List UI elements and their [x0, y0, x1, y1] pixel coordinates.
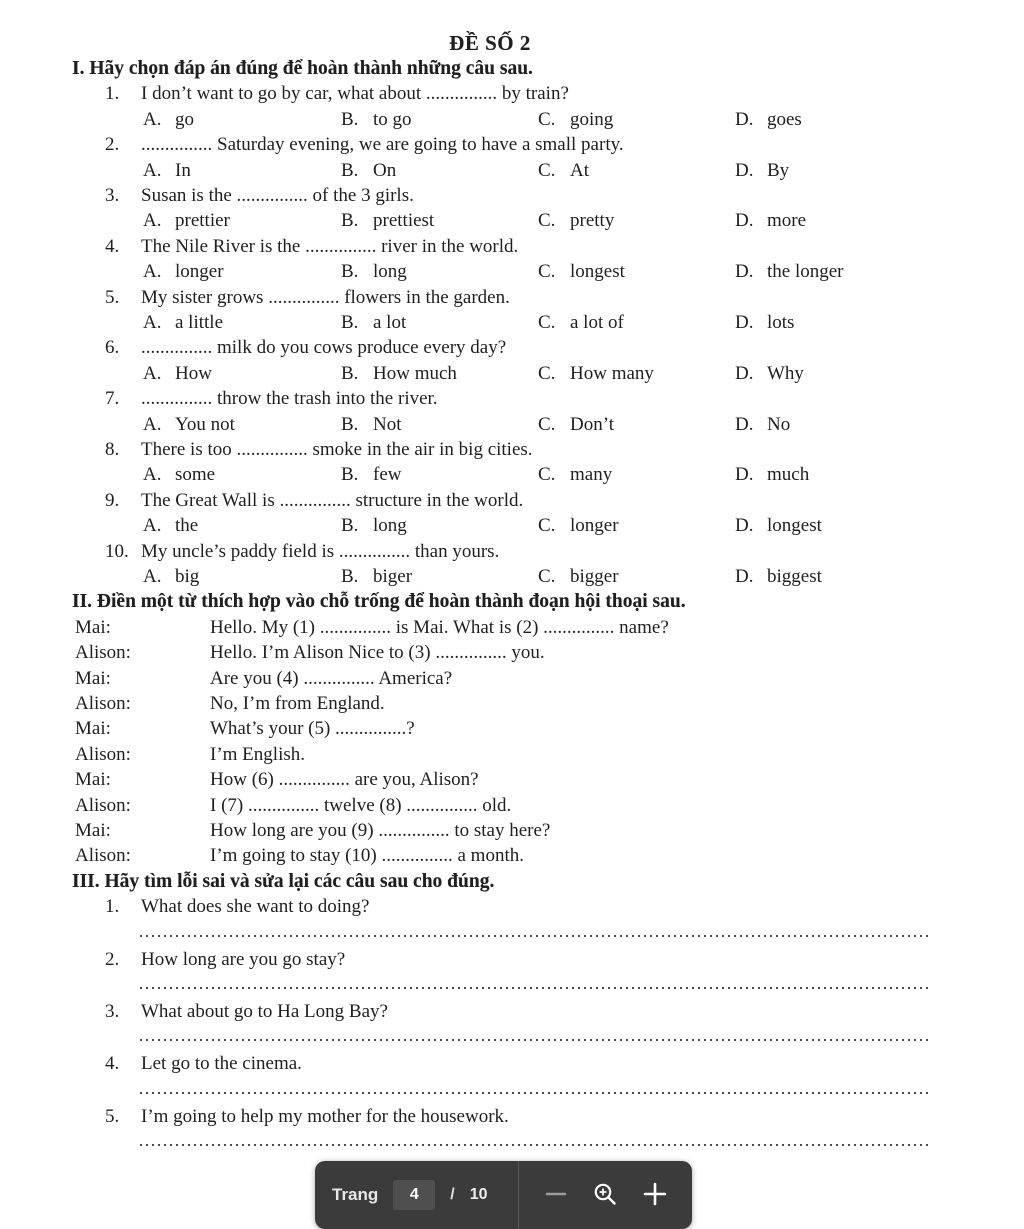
- option-text: prettiest: [373, 210, 435, 232]
- question-number: 6.: [105, 337, 120, 359]
- option-a: [143, 462, 215, 487]
- option-letter: D.: [735, 261, 754, 283]
- pdf-toolbar: [315, 1161, 692, 1229]
- dialogue-text: Are you (4) ............... America?: [210, 667, 453, 689]
- zoom-in-button[interactable]: [641, 1181, 669, 1209]
- dialogue-text: How long are you (9) ............... to stay here?: [210, 820, 551, 842]
- question-number: 2.: [105, 134, 120, 156]
- question-row: [0, 132, 1024, 157]
- option-a: [143, 158, 191, 183]
- option-text: much: [767, 464, 810, 486]
- option-letter: A.: [143, 362, 162, 384]
- option-c: [538, 107, 613, 132]
- option-text: Not: [373, 413, 402, 435]
- option-text: long: [373, 261, 407, 283]
- option-letter: B.: [341, 515, 359, 537]
- question-number: 9.: [105, 489, 120, 511]
- page-total: 10: [469, 1186, 488, 1203]
- option-text: big: [175, 565, 200, 587]
- correction-row: [0, 947, 1024, 972]
- option-letter: C.: [538, 464, 556, 486]
- option-text: long: [373, 515, 407, 537]
- option-text: No: [767, 413, 791, 435]
- question-text: My sister grows ............... flowers in the garden.: [141, 286, 510, 308]
- speaker-label: Alison:: [75, 693, 131, 714]
- option-d: [735, 158, 789, 183]
- option-c: [538, 412, 614, 437]
- option-b: [341, 564, 412, 589]
- dialogue-row: [0, 742, 1024, 767]
- option-letter: C.: [538, 210, 556, 232]
- option-c: [538, 208, 614, 233]
- options-row: [0, 361, 1024, 386]
- option-text: longer: [570, 515, 619, 537]
- option-text: to go: [373, 108, 412, 130]
- correction-item: [0, 999, 1024, 1041]
- option-c: [538, 158, 589, 183]
- option-letter: B.: [341, 261, 359, 283]
- correction-item: [0, 1051, 1024, 1093]
- question-block: [0, 285, 1024, 336]
- question-number: 4.: [105, 1053, 120, 1075]
- page-number-input[interactable]: 4: [393, 1180, 435, 1210]
- answer-dotted-line: [140, 1144, 930, 1146]
- options-row: [0, 462, 1024, 487]
- speaker-label: Mai:: [75, 616, 111, 638]
- option-letter: A.: [143, 108, 162, 130]
- option-text: How much: [373, 362, 457, 384]
- question-text: Let go to the cinema.: [141, 1053, 302, 1075]
- dialogue-row: [0, 716, 1024, 741]
- option-letter: D.: [735, 515, 754, 537]
- option-b: [341, 259, 407, 284]
- question-number: 3.: [105, 185, 120, 206]
- question-text: There is too ............... smoke in the air in big cities.: [141, 438, 533, 460]
- option-b: [341, 310, 406, 335]
- option-letter: D.: [735, 159, 754, 181]
- correction-item: [0, 894, 1024, 936]
- question-number: 4.: [105, 235, 120, 257]
- option-text: longest: [767, 515, 822, 537]
- dialogue-text: What’s your (5) ...............?: [210, 718, 415, 740]
- option-text: biger: [373, 565, 413, 587]
- question-text: I’m going to help my mother for the housework.: [141, 1105, 509, 1127]
- zoom-controls: [519, 1161, 692, 1229]
- question-number: 5.: [105, 286, 120, 308]
- option-letter: A.: [143, 413, 162, 435]
- option-text: How: [175, 362, 212, 384]
- question-number: 1.: [105, 83, 120, 105]
- question-block: [0, 132, 1024, 183]
- option-text: going: [570, 108, 614, 130]
- option-text: You not: [175, 413, 235, 435]
- question-number: 10.: [105, 540, 129, 562]
- minus-icon: [544, 1182, 568, 1209]
- option-text: goes: [767, 108, 802, 130]
- option-a: [143, 412, 235, 437]
- zoom-out-button[interactable]: [542, 1181, 570, 1209]
- option-a: [143, 310, 223, 335]
- section-2-heading: II. Điền một từ thích hợp vào chỗ trống để hoàn thành đoạn hội thoại sau.: [72, 591, 686, 613]
- question-number: 8.: [105, 438, 120, 460]
- correction-item: [0, 947, 1024, 989]
- page-title: ĐỀ SỐ 2: [449, 31, 531, 55]
- options-row: [0, 310, 1024, 335]
- question-row: [0, 539, 1024, 564]
- option-b: [341, 208, 434, 233]
- option-text: Why: [767, 362, 804, 384]
- option-letter: A.: [143, 312, 162, 333]
- option-a: [143, 259, 224, 284]
- correction-row: [0, 1104, 1024, 1129]
- correction-row: [0, 894, 1024, 919]
- question-block: [0, 539, 1024, 590]
- question-number: 7.: [105, 388, 120, 410]
- question-number: 1.: [105, 896, 120, 918]
- dialogue-row: [0, 640, 1024, 665]
- option-letter: C.: [538, 362, 556, 384]
- option-d: [735, 513, 822, 538]
- zoom-search-button[interactable]: [591, 1181, 619, 1209]
- option-letter: A.: [143, 464, 162, 486]
- option-b: [341, 361, 457, 386]
- option-text: How many: [570, 362, 654, 384]
- option-letter: D.: [735, 464, 754, 486]
- answer-dotted-line: [140, 1092, 930, 1094]
- option-letter: D.: [735, 362, 754, 384]
- question-row: [0, 335, 1024, 360]
- option-text: longer: [175, 261, 224, 283]
- option-text: biggest: [767, 565, 822, 587]
- option-letter: C.: [538, 413, 556, 435]
- option-text: a little: [175, 312, 224, 333]
- option-text: a lot of: [570, 312, 624, 333]
- options-row: [0, 208, 1024, 233]
- option-a: [143, 208, 230, 233]
- option-c: [538, 310, 624, 335]
- answer-dotted-line: [140, 987, 930, 989]
- option-a: [143, 107, 194, 132]
- dialogue-row: [0, 691, 1024, 716]
- dialogue-text: No, I’m from England.: [210, 693, 385, 714]
- question-block: [0, 488, 1024, 539]
- speaker-label: Alison:: [75, 794, 131, 816]
- option-letter: C.: [538, 515, 556, 537]
- speaker-label: Mai:: [75, 667, 111, 689]
- option-text: more: [767, 210, 807, 232]
- option-text: In: [175, 159, 191, 181]
- question-block: [0, 234, 1024, 285]
- option-c: [538, 462, 612, 487]
- correction-row: [0, 1051, 1024, 1076]
- section-3-heading: III. Hãy tìm lỗi sai và sửa lại các câu sau cho đúng.: [72, 870, 495, 892]
- option-text: the: [175, 515, 199, 537]
- answer-dotted-line: [140, 935, 930, 937]
- dialogue-row: [0, 818, 1024, 843]
- correction-row: [0, 999, 1024, 1024]
- option-letter: D.: [735, 312, 754, 333]
- page-indicator: [315, 1161, 518, 1229]
- option-c: [538, 259, 625, 284]
- dialogue-row: [0, 615, 1024, 640]
- options-row: [0, 564, 1024, 589]
- option-letter: C.: [538, 261, 556, 283]
- option-text: the longer: [767, 261, 844, 283]
- option-letter: B.: [341, 210, 359, 232]
- option-text: few: [373, 464, 402, 486]
- option-letter: A.: [143, 210, 162, 232]
- option-b: [341, 107, 412, 132]
- option-letter: C.: [538, 312, 556, 333]
- question-number: 2.: [105, 948, 120, 970]
- option-letter: B.: [341, 159, 359, 181]
- question-block: [0, 386, 1024, 437]
- question-row: [0, 386, 1024, 411]
- document-page: [0, 30, 1024, 1156]
- option-text: pretty: [570, 210, 615, 232]
- question-text: What about go to Ha Long Bay?: [141, 1001, 388, 1023]
- question-row: [0, 285, 1024, 310]
- dialogue-row: [0, 843, 1024, 868]
- answer-dotted-line: [140, 1039, 930, 1041]
- question-row: [0, 234, 1024, 259]
- option-letter: C.: [538, 108, 556, 130]
- option-text: lots: [767, 312, 795, 333]
- option-letter: A.: [143, 565, 162, 587]
- option-letter: D.: [735, 210, 754, 232]
- options-row: [0, 107, 1024, 132]
- option-b: [341, 462, 401, 487]
- option-letter: A.: [143, 515, 162, 537]
- option-letter: C.: [538, 565, 556, 587]
- option-text: longest: [570, 261, 625, 283]
- section-1-heading: I. Hãy chọn đáp án đúng để hoàn thành những câu sau.: [72, 58, 533, 79]
- option-c: [538, 513, 619, 538]
- question-text: The Great Wall is ............... structure in the world.: [141, 489, 524, 511]
- question-text: ............... Saturday evening, we are going to have a small party.: [141, 134, 624, 156]
- option-d: [735, 564, 822, 589]
- dialogue-row: [0, 793, 1024, 818]
- option-d: [735, 107, 802, 132]
- option-d: [735, 462, 809, 487]
- option-d: [735, 412, 790, 437]
- option-text: go: [175, 108, 194, 130]
- question-row: [0, 437, 1024, 462]
- option-letter: A.: [143, 261, 162, 283]
- dialogue-text: How (6) ............... are you, Alison?: [210, 769, 479, 791]
- question-block: [0, 81, 1024, 132]
- dialogue-text: I (7) ............... twelve (8) ............... old.: [210, 794, 512, 816]
- option-b: [341, 412, 402, 437]
- option-c: [538, 564, 619, 589]
- correction-item: [0, 1104, 1024, 1146]
- option-d: [735, 310, 794, 335]
- options-row: [0, 158, 1024, 183]
- option-text: some: [175, 464, 216, 486]
- question-row: [0, 488, 1024, 513]
- question-text: How long are you go stay?: [141, 948, 346, 970]
- option-c: [538, 361, 654, 386]
- option-text: a lot: [373, 312, 407, 333]
- speaker-label: Mai:: [75, 820, 111, 842]
- option-letter: A.: [143, 159, 162, 181]
- option-letter: B.: [341, 565, 359, 587]
- question-text: I don’t want to go by car, what about ............... by train?: [141, 83, 569, 105]
- dialogue-text: Hello. I’m Alison Nice to (3) ............... you.: [210, 642, 545, 664]
- page-label: Trang: [332, 1185, 379, 1204]
- option-d: [735, 361, 804, 386]
- option-letter: B.: [341, 362, 359, 384]
- option-letter: B.: [341, 108, 359, 130]
- option-d: [735, 208, 806, 233]
- page-separator: /: [450, 1186, 455, 1203]
- option-text: By: [767, 159, 790, 181]
- option-a: [143, 361, 212, 386]
- options-row: [0, 412, 1024, 437]
- dialogue-row: [0, 767, 1024, 792]
- option-letter: D.: [735, 413, 754, 435]
- option-text: On: [373, 159, 397, 181]
- question-number: 3.: [105, 1001, 120, 1023]
- option-b: [341, 513, 407, 538]
- dialogue-text: I’m going to stay (10) ............... a month.: [210, 845, 524, 867]
- question-text: ............... milk do you cows produce every day?: [141, 337, 507, 359]
- option-a: [143, 564, 199, 589]
- option-letter: B.: [341, 413, 359, 435]
- option-d: [735, 259, 844, 284]
- question-text: What does she want to doing?: [141, 896, 370, 918]
- dialogue-row: [0, 666, 1024, 691]
- option-b: [341, 158, 396, 183]
- option-letter: D.: [735, 108, 754, 130]
- speaker-label: Alison:: [75, 642, 131, 664]
- option-text: Don’t: [570, 413, 614, 435]
- question-row: [0, 183, 1024, 208]
- question-block: [0, 437, 1024, 488]
- option-text: bigger: [570, 565, 619, 587]
- option-letter: C.: [538, 159, 556, 181]
- speaker-label: Mai:: [75, 718, 111, 740]
- question-number: 5.: [105, 1105, 120, 1127]
- option-letter: D.: [735, 565, 754, 587]
- option-a: [143, 513, 198, 538]
- option-text: prettier: [175, 210, 230, 232]
- speaker-label: Alison:: [75, 845, 131, 867]
- options-row: [0, 513, 1024, 538]
- question-text: My uncle’s paddy field is ............... than yours.: [141, 540, 500, 562]
- question-text: The Nile River is the ............... river in the world.: [141, 235, 519, 257]
- dialogue-text: Hello. My (1) ............... is Mai. What is (2) ............... name?: [210, 616, 669, 638]
- question-block: [0, 183, 1024, 234]
- speaker-label: Mai:: [75, 769, 111, 791]
- question-block: [0, 335, 1024, 386]
- speaker-label: Alison:: [75, 743, 131, 765]
- question-text: ............... throw the trash into the river.: [141, 388, 438, 410]
- plus-icon: [642, 1181, 668, 1210]
- question-row: [0, 81, 1024, 106]
- dialogue-text: I’m English.: [210, 743, 305, 765]
- option-text: many: [570, 464, 613, 486]
- question-text: Susan is the ............... of the 3 girls.: [141, 185, 414, 206]
- options-row: [0, 259, 1024, 284]
- option-letter: B.: [341, 464, 359, 486]
- option-text: At: [570, 159, 589, 181]
- magnifier-plus-icon: [592, 1181, 618, 1210]
- option-letter: B.: [341, 312, 359, 333]
